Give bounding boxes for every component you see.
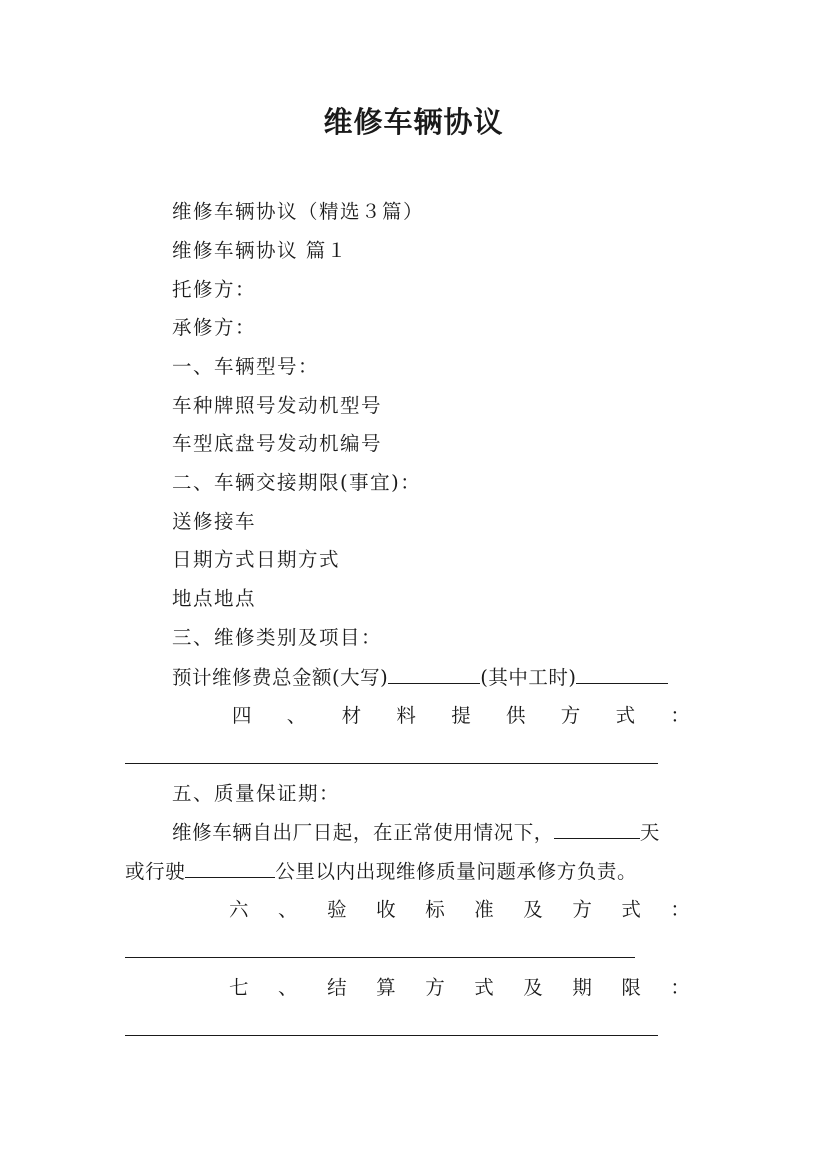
section-6-char: ： [670, 898, 690, 921]
section-6-char: 、 [278, 898, 298, 921]
section-4-char: 材 [341, 704, 362, 727]
warranty-days-blank [554, 820, 640, 839]
estimated-cost-line [172, 665, 668, 690]
section-4-char: 、 [286, 704, 307, 727]
section-4-char: ： [670, 704, 690, 727]
warranty-mileage-text: 公里以内出现维修质量问题承修方负责。 [275, 860, 638, 883]
handover-line-2: 日期方式日期方式 [172, 548, 341, 571]
section-4-char: 供 [505, 704, 526, 727]
section-7-char: 结 [327, 976, 347, 999]
subtitle-line: 维修车辆协议（精选３篇） [172, 200, 425, 223]
labor-hours-blank [576, 665, 668, 684]
vehicle-info-line-2: 车型底盘号发动机编号 [172, 432, 383, 455]
warranty-text: 维修车辆自出厂日起，在正常使用情况下， [172, 821, 554, 844]
estimated-cost-label: 预计维修费总金额(大写) [172, 666, 389, 689]
section-7-char: ： [670, 976, 690, 999]
section-7-heading [229, 976, 690, 1000]
warranty-line-2 [125, 859, 637, 884]
vehicle-info-line-1: 车种牌照号发动机型号 [172, 394, 383, 417]
section-4-char: 提 [451, 704, 471, 727]
warranty-mileage-prefix: 或行驶 [125, 860, 186, 883]
section-6-char: 式 [621, 898, 641, 921]
section-6-char: 收 [376, 898, 396, 921]
document-title: 维修车辆协议 [323, 105, 504, 139]
handover-line-3: 地点地点 [172, 587, 257, 610]
section-6-char: 验 [327, 898, 347, 921]
section-4-char: 方 [560, 704, 581, 727]
section-7-char: 式 [474, 976, 494, 999]
section-7-fill-line [125, 1035, 658, 1036]
section-6-char: 方 [572, 898, 592, 921]
article-heading: 维修车辆协议 篇１ [172, 239, 348, 262]
warranty-days-unit: 天 [639, 821, 661, 844]
section-7-char: 限 [621, 976, 641, 999]
section-7-char: 七 [229, 976, 249, 999]
client-party: 托修方： [172, 278, 257, 301]
section-4-char: 料 [396, 704, 416, 727]
section-2-heading: 二、车辆交接期限(事宜)： [172, 471, 422, 494]
section-4-fill-line [125, 763, 658, 764]
section-7-char: 期 [572, 976, 592, 999]
section-3-heading: 三、维修类别及项目： [172, 626, 383, 649]
total-amount-blank [388, 665, 480, 684]
contractor-party: 承修方： [172, 316, 257, 339]
warranty-mileage-blank [185, 859, 275, 878]
section-7-char: 算 [376, 976, 396, 999]
section-6-char: 及 [523, 898, 543, 921]
section-6-char: 六 [229, 898, 249, 921]
section-4-char: 四 [232, 704, 252, 727]
section-7-char: 及 [523, 976, 543, 999]
section-6-char: 标 [425, 898, 445, 921]
warranty-line-1 [172, 820, 660, 845]
section-5-heading: 五、质量保证期： [172, 782, 341, 805]
section-7-char: 方 [425, 976, 445, 999]
section-6-heading [229, 898, 690, 922]
section-6-char: 准 [474, 898, 494, 921]
section-1-heading: 一、车辆型号： [172, 355, 320, 378]
section-7-char: 、 [278, 976, 298, 999]
section-4-heading [232, 704, 690, 728]
section-6-fill-line [125, 957, 635, 958]
section-4-char: 式 [615, 704, 636, 727]
handover-line-1: 送修接车 [172, 510, 257, 533]
labor-hours-label: (其中工时) [480, 666, 577, 689]
